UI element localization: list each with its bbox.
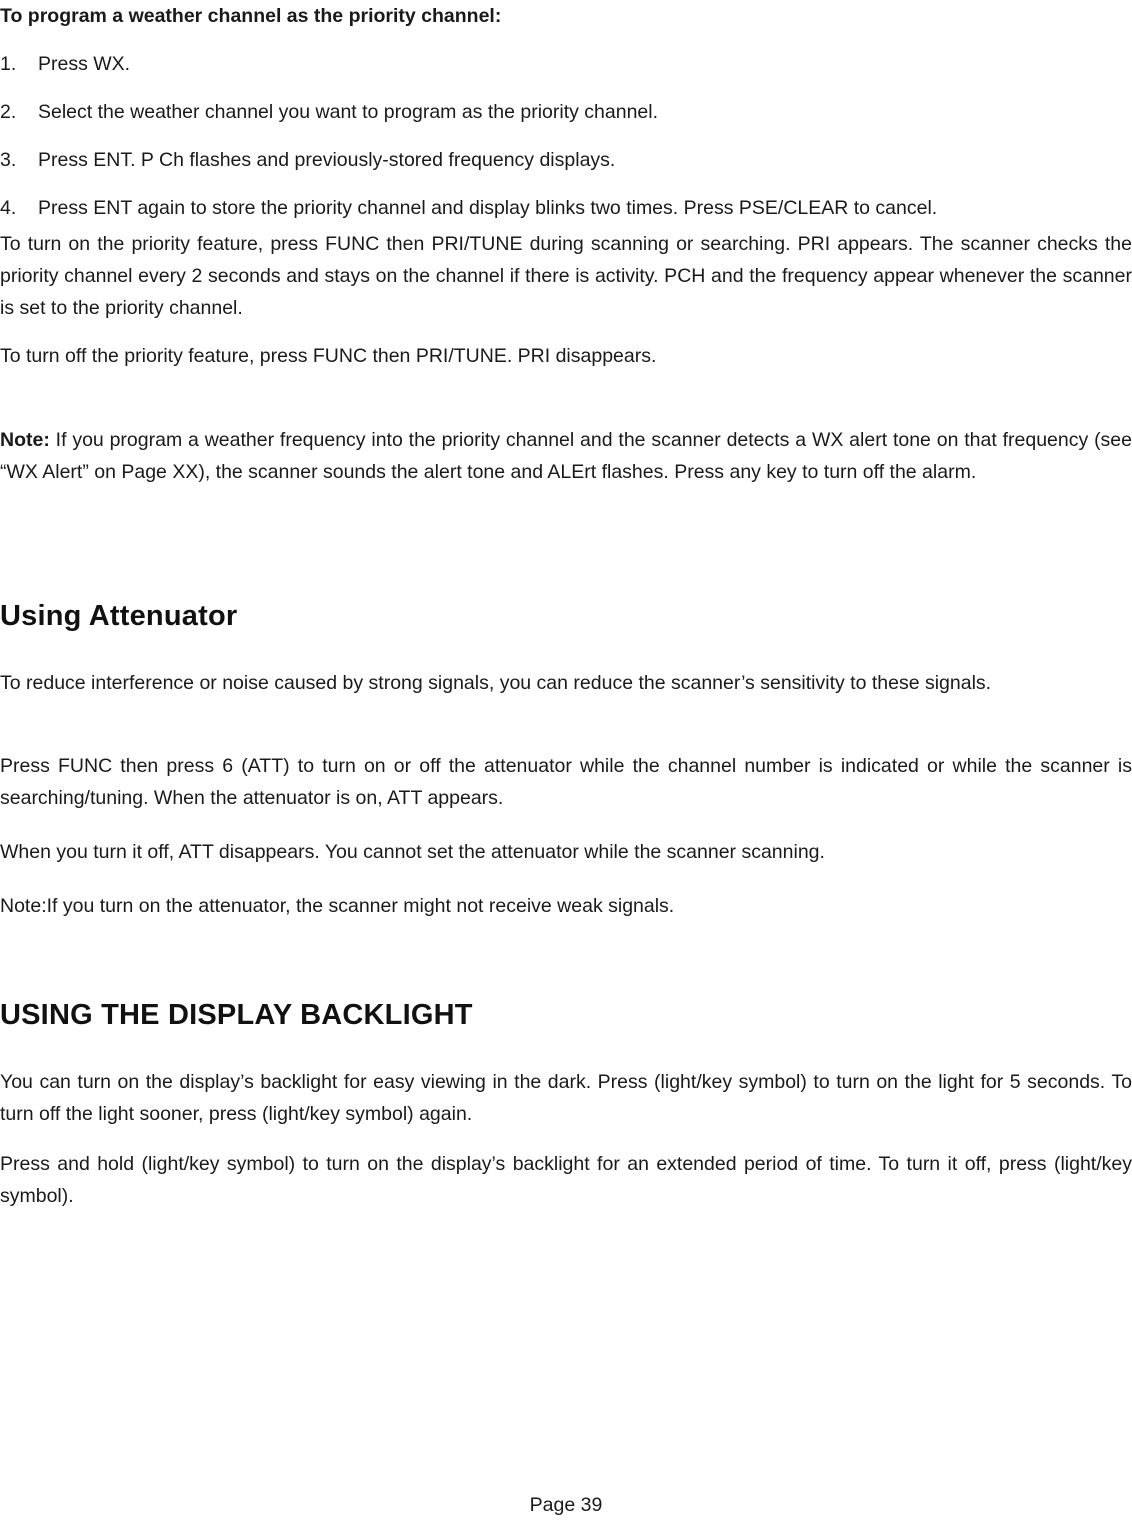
- list-number: 4.: [0, 197, 17, 219]
- list-number: 3.: [0, 149, 17, 171]
- attenuator-paragraph-4: Note:If you turn on the attenuator, the scanner might not receive weak signals.: [0, 895, 675, 917]
- priority-heading: To program a weather channel as the priority channel:: [0, 5, 502, 27]
- note-text: If you program a weather frequency into the priority channel and the scanner detects a WX alert tone on that frequency (see “WX Alert” on Page XX), the scanner sounds the alert tone and ALErt flashes. Press any key to turn off the alarm.: [0, 429, 1132, 483]
- list-item: [0, 96, 1132, 128]
- list-item: [0, 192, 1132, 224]
- attenuator-paragraph-2: Press FUNC then press 6 (ATT) to turn on or off the attenuator while the channel number is indicated or while the scanner is searching/tuning. When the attenuator is on, ATT appears.: [0, 755, 1132, 809]
- page-number: Page 39: [529, 1494, 603, 1516]
- list-number: 2.: [0, 101, 17, 123]
- attenuator-paragraph-1: To reduce interference or noise caused by strong signals, you can reduce the scanner’s sensitivity to these signals.: [0, 672, 992, 694]
- priority-note-paragraph: [0, 424, 1132, 488]
- section-title-attenuator: Using Attenuator: [0, 600, 238, 632]
- section-title-backlight: USING THE DISPLAY BACKLIGHT: [0, 999, 473, 1031]
- backlight-paragraph-2: Press and hold (light/key symbol) to turn on the display’s backlight for an extended period of time. To turn it off, press (light/key symbol).: [0, 1153, 1132, 1207]
- list-number: 1.: [0, 53, 17, 75]
- list-item: [0, 144, 1132, 176]
- note-label: Note:: [0, 429, 50, 451]
- list-text: Press WX.: [38, 53, 131, 75]
- attenuator-paragraph-3: When you turn it off, ATT disappears. You cannot set the attenuator while the scanner scanning.: [0, 841, 825, 863]
- list-text: Select the weather channel you want to program as the priority channel.: [38, 101, 659, 123]
- priority-off-paragraph: To turn off the priority feature, press FUNC then PRI/TUNE. PRI disappears.: [0, 345, 657, 367]
- list-text: Press ENT. P Ch flashes and previously-stored frequency displays.: [38, 149, 616, 171]
- list-text: Press ENT again to store the priority channel and display blinks two times. Press PSE/CLEAR to cancel.: [38, 197, 938, 219]
- backlight-paragraph-1: You can turn on the display’s backlight for easy viewing in the dark. Press (light/key symbol) to turn on the light for 5 seconds. To turn off the light sooner, press (light/key symbol) again.: [0, 1071, 1132, 1125]
- list-item: [0, 48, 1132, 80]
- priority-on-paragraph: To turn on the priority feature, press FUNC then PRI/TUNE during scanning or searching. PRI appears. The scanner checks the priority channel every 2 seconds and stays on the channel if there is activity. PCH and the frequency appear whenever the scanner is set to the priority channel.: [0, 233, 1132, 319]
